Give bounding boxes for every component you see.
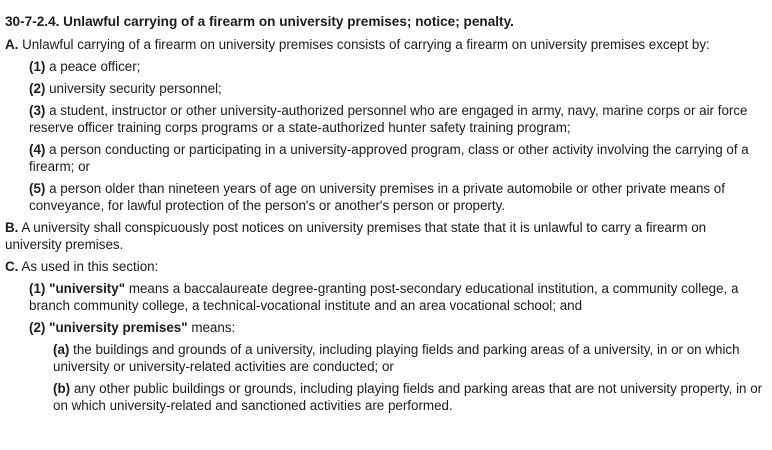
item-marker: (1) bbox=[29, 59, 46, 74]
defined-term-university: "university" bbox=[49, 281, 126, 296]
section-c-text: As used in this section: bbox=[21, 259, 159, 274]
section-c-subitem-b bbox=[5, 380, 764, 414]
section-c-marker: C. bbox=[5, 259, 19, 274]
statute-title: 30-7-2.4. Unlawful carrying of a firearm on university premises; notice; penalty. bbox=[5, 14, 514, 29]
section-b bbox=[5, 219, 764, 253]
section-a-item-3 bbox=[5, 102, 764, 136]
item-text: a person conducting or participating in a university-approved program, class or other activity involving the carrying of a firearm; or bbox=[29, 142, 749, 174]
item-text: a person older than nineteen years of age on university premises in a private automobile or other private means of conveyance, for lawful protection of the person's or another's person or property. bbox=[29, 181, 725, 213]
item-marker: (2) bbox=[29, 81, 46, 96]
item-marker: (5) bbox=[29, 181, 46, 196]
item-text: a student, instructor or other university-authorized personnel who are engaged in army, navy, marine corps or air force reserve officer training corps programs or a state-authorized hunter safety training program; bbox=[29, 103, 748, 135]
section-a-marker: A. bbox=[5, 37, 19, 52]
section-c bbox=[5, 258, 764, 275]
section-a-item-2 bbox=[5, 80, 764, 97]
section-a-item-1 bbox=[5, 58, 764, 75]
item-text: a peace officer; bbox=[49, 59, 141, 74]
item-marker: (1) bbox=[29, 281, 46, 296]
subitem-text: the buildings and grounds of a university, including playing fields and parking areas of a university, in or on which university or university-related activities are conducted; or bbox=[53, 342, 740, 374]
item-text: means a baccalaureate degree-granting post-secondary educational institution, a community college, a branch community college, a technical-vocational institute and an area vocational school; and bbox=[29, 281, 739, 313]
subitem-marker: (b) bbox=[53, 381, 71, 396]
item-marker: (3) bbox=[29, 103, 46, 118]
section-b-text: A university shall conspicuously post notices on university premises that state that it is unlawful to carry a firearm on university premises. bbox=[5, 220, 707, 252]
section-a bbox=[5, 36, 764, 53]
item-marker: (2) bbox=[29, 320, 46, 335]
item-marker: (4) bbox=[29, 142, 46, 157]
subitem-marker: (a) bbox=[53, 342, 70, 357]
section-a-item-4 bbox=[5, 141, 764, 175]
section-a-item-5 bbox=[5, 180, 764, 214]
section-a-text: Unlawful carrying of a firearm on university premises consists of carrying a firearm on university premises except by: bbox=[22, 37, 710, 52]
section-c-subitem-a bbox=[5, 341, 764, 375]
section-c-item-2 bbox=[5, 319, 764, 336]
defined-term-university-premises: "university premises" bbox=[49, 320, 188, 335]
item-text: university security personnel; bbox=[49, 81, 222, 96]
section-c-item-1 bbox=[5, 280, 764, 314]
section-b-marker: B. bbox=[5, 220, 19, 235]
item-text: means: bbox=[191, 320, 236, 335]
subitem-text: any other public buildings or grounds, including playing fields and parking areas that are not university property, in or on which university-related and sanctioned activities are performed. bbox=[53, 381, 763, 413]
